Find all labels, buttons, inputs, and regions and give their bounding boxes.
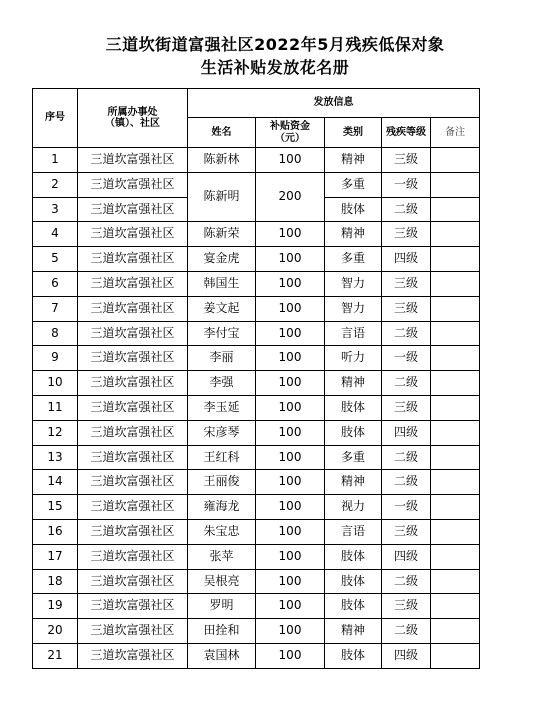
table-row [33, 594, 480, 619]
cell-name: 王丽俊 [188, 470, 256, 495]
cell-note [431, 148, 480, 173]
cell-name: 朱宝忠 [188, 519, 256, 544]
cell-office: 三道坎富强社区 [78, 395, 188, 420]
cell-note [431, 371, 480, 396]
cell-no: 8 [33, 321, 78, 346]
header-name: 姓名 [188, 118, 256, 148]
cell-category: 肢体 [325, 544, 382, 569]
cell-name: 陈新林 [188, 148, 256, 173]
header-seq: 序号 [33, 89, 78, 148]
cell-category: 肢体 [325, 197, 382, 222]
cell-name: 宋彦琴 [188, 420, 256, 445]
cell-office: 三道坎富强社区 [78, 495, 188, 520]
cell-note [431, 296, 480, 321]
cell-office: 三道坎富强社区 [78, 346, 188, 371]
cell-no: 15 [33, 495, 78, 520]
header-amount [256, 118, 325, 148]
cell-amount: 100 [256, 296, 325, 321]
cell-office: 三道坎富强社区 [78, 594, 188, 619]
header-issue-info: 发放信息 [188, 89, 480, 118]
cell-amount: 100 [256, 470, 325, 495]
cell-name: 李付宝 [188, 321, 256, 346]
cell-category: 肢体 [325, 420, 382, 445]
cell-name: 陈新明 [188, 172, 256, 222]
cell-category: 视力 [325, 495, 382, 520]
cell-name: 韩国生 [188, 271, 256, 296]
cell-office: 三道坎富强社区 [78, 619, 188, 644]
cell-note [431, 321, 480, 346]
header-level: 残疾等级 [382, 118, 431, 148]
cell-category: 精神 [325, 619, 382, 644]
table-row [33, 222, 480, 247]
cell-name: 袁国林 [188, 643, 256, 668]
cell-category: 言语 [325, 321, 382, 346]
cell-office: 三道坎富强社区 [78, 420, 188, 445]
cell-category: 肢体 [325, 569, 382, 594]
cell-name: 姜文起 [188, 296, 256, 321]
cell-amount: 100 [256, 346, 325, 371]
cell-category: 肢体 [325, 395, 382, 420]
table-row [33, 371, 480, 396]
cell-amount: 100 [256, 495, 325, 520]
cell-category: 精神 [325, 470, 382, 495]
cell-name: 王红科 [188, 445, 256, 470]
cell-name: 吴根亮 [188, 569, 256, 594]
cell-amount: 100 [256, 148, 325, 173]
cell-note [431, 619, 480, 644]
document-title-line2: 生活补贴发放花名册 [200, 58, 350, 77]
cell-no: 1 [33, 148, 78, 173]
cell-amount: 100 [256, 445, 325, 470]
cell-office: 三道坎富强社区 [78, 371, 188, 396]
cell-office: 三道坎富强社区 [78, 544, 188, 569]
cell-no: 19 [33, 594, 78, 619]
cell-level: 二级 [382, 321, 431, 346]
cell-amount: 100 [256, 371, 325, 396]
cell-level: 三级 [382, 395, 431, 420]
cell-category: 智力 [325, 296, 382, 321]
cell-no: 9 [33, 346, 78, 371]
table-row [33, 619, 480, 644]
cell-office: 三道坎富强社区 [78, 247, 188, 272]
header-office [78, 89, 188, 148]
cell-no: 14 [33, 470, 78, 495]
table-row [33, 395, 480, 420]
table-row [33, 495, 480, 520]
cell-name: 罗明 [188, 594, 256, 619]
cell-level: 三级 [382, 148, 431, 173]
cell-office: 三道坎富强社区 [78, 519, 188, 544]
cell-office: 三道坎富强社区 [78, 296, 188, 321]
cell-note [431, 222, 480, 247]
cell-category: 肢体 [325, 643, 382, 668]
cell-note [431, 420, 480, 445]
cell-amount: 100 [256, 569, 325, 594]
cell-note [431, 594, 480, 619]
cell-office: 三道坎富强社区 [78, 271, 188, 296]
cell-amount: 100 [256, 321, 325, 346]
cell-office: 三道坎富强社区 [78, 197, 188, 222]
cell-level: 三级 [382, 519, 431, 544]
table-row [33, 519, 480, 544]
cell-no: 12 [33, 420, 78, 445]
cell-level: 一级 [382, 172, 431, 197]
cell-note [431, 271, 480, 296]
table-row [33, 445, 480, 470]
cell-office: 三道坎富强社区 [78, 445, 188, 470]
cell-note [431, 544, 480, 569]
cell-no: 13 [33, 445, 78, 470]
cell-note [431, 197, 480, 222]
cell-level: 二级 [382, 569, 431, 594]
header-category: 类别 [325, 118, 382, 148]
cell-level: 一级 [382, 346, 431, 371]
cell-category: 精神 [325, 222, 382, 247]
cell-no: 2 [33, 172, 78, 197]
cell-level: 四级 [382, 544, 431, 569]
table-row [33, 172, 480, 197]
table-row [33, 643, 480, 668]
cell-amount: 100 [256, 594, 325, 619]
document-title-line1: 三道坎街道富强社区2022年5月残疾低保对象 [105, 35, 445, 54]
cell-category: 多重 [325, 247, 382, 272]
cell-no: 20 [33, 619, 78, 644]
cell-no: 16 [33, 519, 78, 544]
cell-level: 一级 [382, 495, 431, 520]
cell-note [431, 643, 480, 668]
cell-level: 三级 [382, 594, 431, 619]
cell-name: 雍海龙 [188, 495, 256, 520]
cell-category: 智力 [325, 271, 382, 296]
cell-note [431, 346, 480, 371]
cell-name: 李强 [188, 371, 256, 396]
cell-level: 二级 [382, 470, 431, 495]
cell-level: 四级 [382, 643, 431, 668]
cell-no: 6 [33, 271, 78, 296]
cell-category: 精神 [325, 371, 382, 396]
cell-office: 三道坎富强社区 [78, 569, 188, 594]
cell-level: 三级 [382, 222, 431, 247]
cell-category: 言语 [325, 519, 382, 544]
cell-office: 三道坎富强社区 [78, 148, 188, 173]
cell-no: 18 [33, 569, 78, 594]
cell-note [431, 470, 480, 495]
cell-amount: 100 [256, 247, 325, 272]
table-row [33, 247, 480, 272]
cell-amount: 100 [256, 643, 325, 668]
cell-office: 三道坎富强社区 [78, 172, 188, 197]
header-office-line1: 所属办事处 [107, 106, 158, 118]
cell-level: 二级 [382, 371, 431, 396]
cell-amount: 100 [256, 222, 325, 247]
cell-level: 四级 [382, 247, 431, 272]
roster-table [32, 88, 480, 669]
cell-office: 三道坎富强社区 [78, 643, 188, 668]
cell-no: 11 [33, 395, 78, 420]
cell-name: 田拴和 [188, 619, 256, 644]
cell-no: 17 [33, 544, 78, 569]
table-row [33, 544, 480, 569]
cell-category: 肢体 [325, 594, 382, 619]
cell-category: 多重 [325, 172, 382, 197]
cell-amount: 100 [256, 420, 325, 445]
cell-name: 陈新荣 [188, 222, 256, 247]
table-row [33, 346, 480, 371]
cell-note [431, 569, 480, 594]
cell-category: 精神 [325, 148, 382, 173]
header-amount-line2: （元） [275, 132, 305, 144]
cell-no: 4 [33, 222, 78, 247]
cell-no: 7 [33, 296, 78, 321]
cell-note [431, 172, 480, 197]
cell-no: 3 [33, 197, 78, 222]
cell-note [431, 495, 480, 520]
cell-office: 三道坎富强社区 [78, 222, 188, 247]
cell-no: 5 [33, 247, 78, 272]
header-office-line2: （镇）、社区 [105, 118, 160, 129]
cell-amount: 100 [256, 271, 325, 296]
cell-level: 二级 [382, 619, 431, 644]
cell-name: 张苹 [188, 544, 256, 569]
cell-no: 10 [33, 371, 78, 396]
cell-level: 三级 [382, 271, 431, 296]
cell-amount: 200 [256, 172, 325, 222]
table-row [33, 569, 480, 594]
table-row [33, 271, 480, 296]
table-row [33, 148, 480, 173]
cell-level: 三级 [382, 296, 431, 321]
cell-category: 多重 [325, 445, 382, 470]
cell-level: 四级 [382, 420, 431, 445]
header-note: 备注 [431, 118, 480, 148]
header-amount-line1: 补贴资金 [270, 121, 310, 132]
cell-name: 李玉延 [188, 395, 256, 420]
cell-amount: 100 [256, 519, 325, 544]
table-row [33, 296, 480, 321]
cell-note [431, 395, 480, 420]
cell-amount: 100 [256, 395, 325, 420]
cell-category: 听力 [325, 346, 382, 371]
cell-note [431, 519, 480, 544]
cell-no: 21 [33, 643, 78, 668]
cell-level: 二级 [382, 197, 431, 222]
table-row [33, 470, 480, 495]
cell-level: 二级 [382, 445, 431, 470]
cell-name: 宴金虎 [188, 247, 256, 272]
cell-amount: 100 [256, 619, 325, 644]
cell-name: 李丽 [188, 346, 256, 371]
cell-amount: 100 [256, 544, 325, 569]
cell-note [431, 445, 480, 470]
table-row [33, 321, 480, 346]
cell-office: 三道坎富强社区 [78, 470, 188, 495]
cell-note [431, 247, 480, 272]
cell-office: 三道坎富强社区 [78, 321, 188, 346]
table-row [33, 420, 480, 445]
